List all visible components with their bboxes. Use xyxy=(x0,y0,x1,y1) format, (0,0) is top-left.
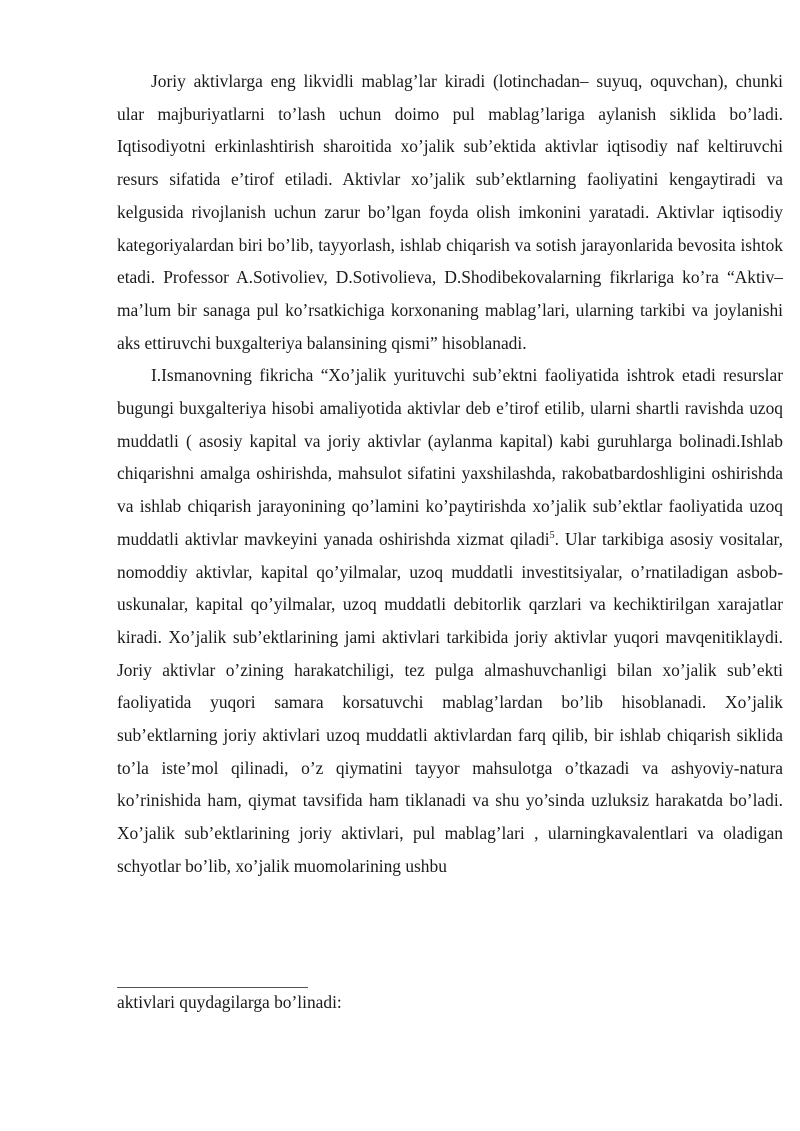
continuation-line: aktivlari quydagilarga bo’linadi: xyxy=(117,992,342,1012)
paragraph-1 xyxy=(117,65,783,359)
paragraph-2-text-cont: . Ular tarkibiga asosiy vositalar, nomoddiy aktivlar, kapital qo’yilmalar, uzoq muddatli investitsiyalar, o’rnatiladigan asbob-uskunalar, kapital qo’yilmalar, uzoq muddatli debitorlik qarzlari va kechiktirilgan xarajatlar kiradi. Xo’jalik sub’ektlarining jami aktivlari tarkibida joriy aktivlar yuqori mavqenitiklaydi. Joriy aktivlar o’zining harakatchiligi, tez pulga almashuvchanligi bilan xo’jalik sub’ekti faoliyatida yuqori samara korsatuvchi mablag’lardan bo’lib hisoblanadi. Xo’jalik sub’ektlarning joriy aktivlari uzoq muddatli aktivlardan farq qilib, bir ishlab chiqarish siklida to’la iste’mol qilinadi, o’z qiymatini tayyor mahsulotga o’tkazadi va ashyoviy-natura ko’rinishida ham, qiymat tavsifida ham tiklanadi va shu yo’sinda uzluksiz harakatda bo’ladi. Xo’jalik sub’ektlarining joriy aktivlari, pul mablag’lari , ularningkavalentlari va oladigan schyotlar bo’lib, xo’jalik muomolarining ushbu xyxy=(117,528,783,876)
footnote-ref[interactable]: 5 xyxy=(549,530,555,542)
paragraph-1-text: Joriy aktivlarga eng likvidli mablag’lar kiradi (lotinchadan– suyuq, oquvchan), chunki ular majburiyatlarni to’lash uchun doimo pul mablag’lariga aylanish siklida bo’ladi. Iqtisodiyotni erkinlashtirish sharoitida xo’jalik sub’ektida aktivlar iqtisodiy naf keltiruvchi resurs sifatida e’tirof etiladi. Aktivlar xo’jalik sub’ektlarning faoliyatini kengaytiradi va kelgusida rivojlanish uchun zarur bo’lgan foyda olish imkonini yaratadi. Aktivlar iqtisodiy kategoriyalardan biri bo’lib, tayyorlash, ishlab chiqarish va sotish jarayonlarida bevosita ishtok etadi. Professor A.Sotivoliev, D.Sotivolieva, D.Shodibekovalarning fikrlariga ko’ra “Aktiv– ma’lum bir sanaga pul ko’rsatkichiga korxonaning mablag’lari, ularning tarkibi va joylanishi aks ettiruvchi buxgalteriya balansining qismi” hisoblanadi. xyxy=(117,71,783,353)
body-text xyxy=(117,65,783,883)
paragraph-2 xyxy=(117,359,783,882)
paragraph-2-text: I.Ismanovning fikricha “Xo’jalik yurituvchi sub’ektni faoliyatida ishtrok etadi resurslar bugungi buxgalteriya hisobi amaliyotida aktivlar deb e’tirof etilib, ularni shartli ravishda uzoq muddatli ( asosiy kapital va joriy aktivlar (aylanma kapital) kabi guruhlarga bolinadi.Ishlab chiqarishni amalga oshirishda, mahsulot sifatini yaxshilashda, rakobatbardoshligini oshirishda va ishlab chiqarish jarayonining qo’lamini ko’paytirishda xo’jalik sub’ektlar faoliyatida uzoq muddatli aktivlar mavkeyini yanada oshirishda xizmat qiladi xyxy=(117,365,783,549)
